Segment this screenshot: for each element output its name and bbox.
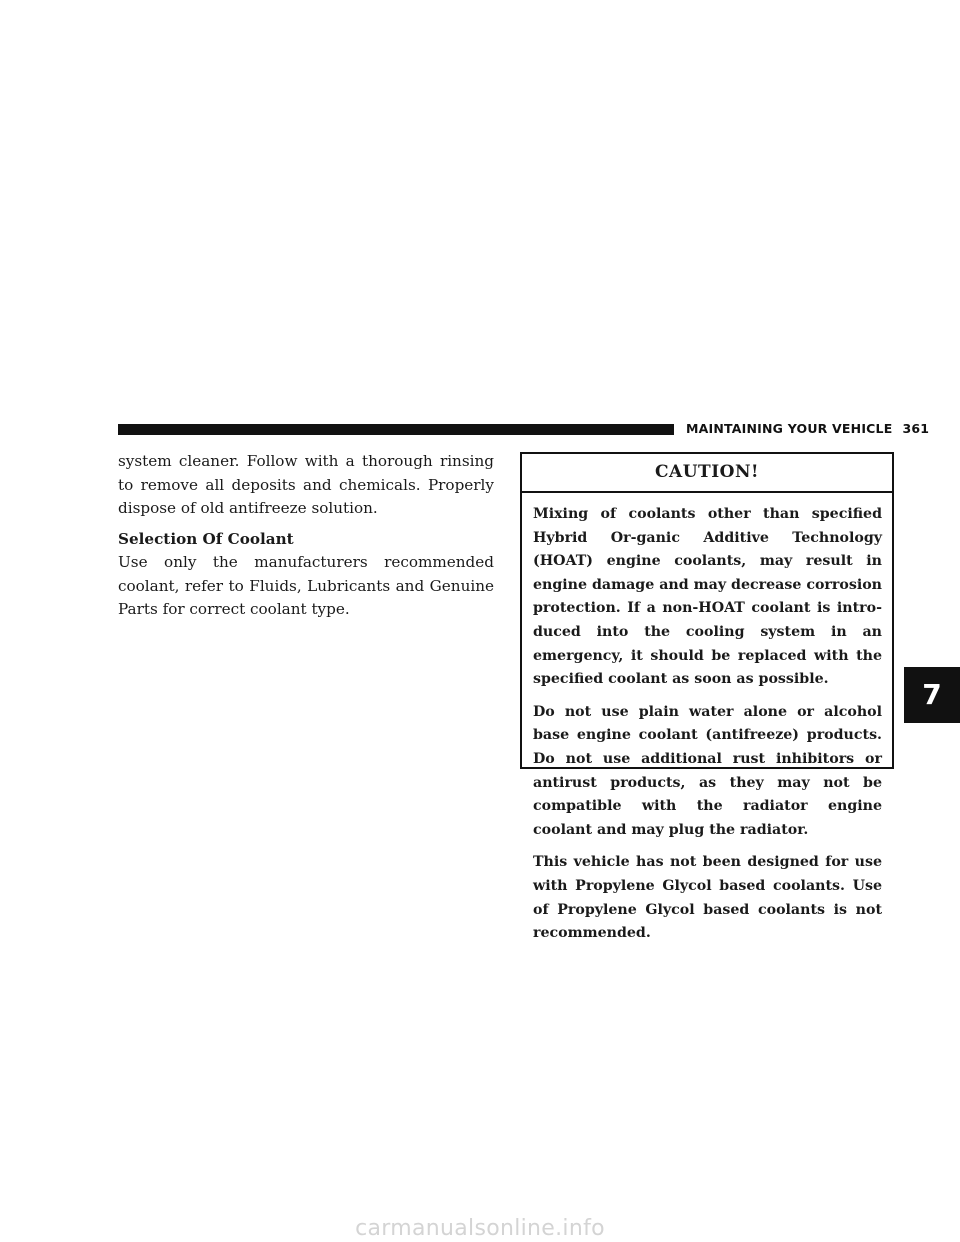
- body-paragraph: Use only the manufacturers recommended coolant, refer to Fluids, Lubricants and Genuine Parts for correct coolant type.: [118, 553, 494, 618]
- caution-paragraph: This vehicle has not been designed for use with Propylene Glycol based coolants. Use of Propylene Glycol based coolants is not recommended.: [533, 854, 882, 942]
- watermark: carmanualsonline.info: [355, 1216, 605, 1241]
- caution-body: [522, 493, 892, 946]
- running-header: [686, 421, 929, 436]
- header-rule: [118, 424, 674, 435]
- left-column: [118, 450, 494, 629]
- section-heading: Selection Of Coolant: [118, 529, 294, 548]
- section-title: MAINTAINING YOUR VEHICLE: [686, 421, 893, 436]
- caution-paragraph: Do not use plain water alone or alcohol base engine coolant (antifreeze) products. Do not use additional rust inhibitors or antirust products, as they may not be compatible with the radiator engine coolant and may plug the radiator.: [533, 703, 882, 838]
- chapter-tab: 7: [904, 667, 960, 723]
- page-number: 361: [902, 421, 930, 436]
- body-paragraph: system cleaner. Follow with a thorough rinsing to remove all deposits and chemicals. Properly dispose of old antifreeze solution.: [118, 452, 494, 517]
- caution-paragraph: Mixing of coolants other than specified Hybrid Or-ganic Additive Technology (HOAT) engine coolants, may result in engine damage and may decrease corrosion protection. If a non-HOAT coolant is intro-duced into the cooling system in an emergency, it should be replaced with the specified coolant as soon as possible.: [533, 506, 882, 688]
- caution-title: CAUTION!: [522, 454, 892, 493]
- caution-box: [520, 452, 894, 942]
